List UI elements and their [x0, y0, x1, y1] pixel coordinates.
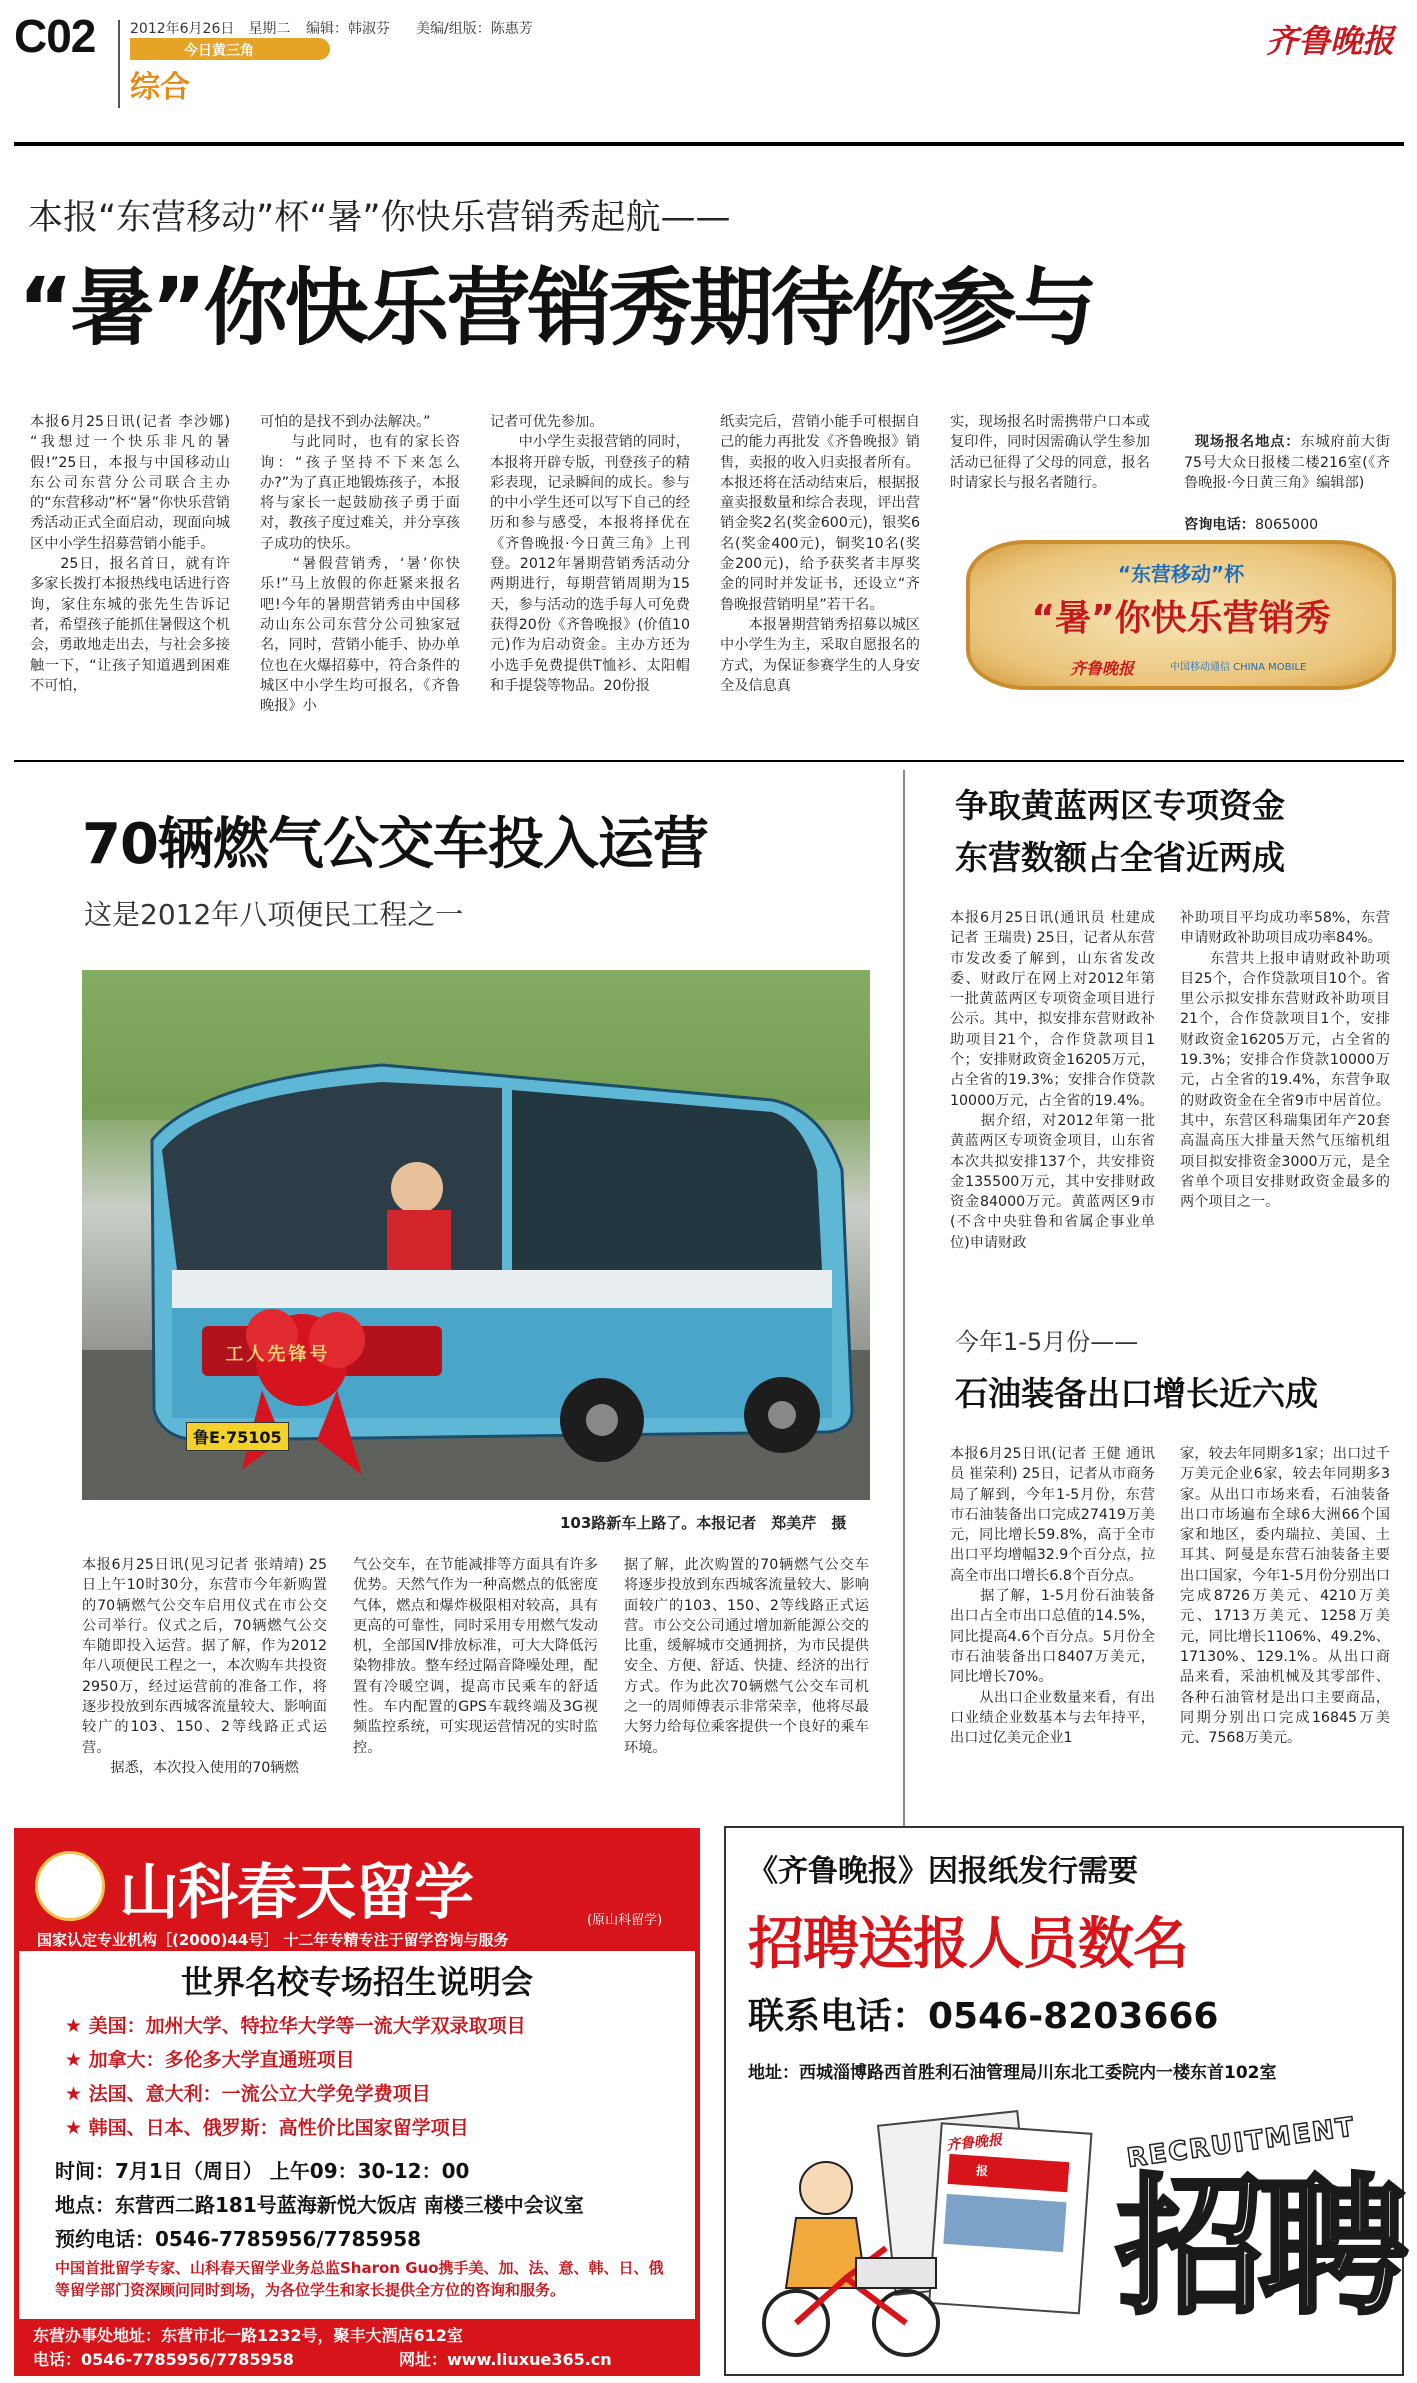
section-tag [130, 38, 330, 60]
masthead [14, 10, 1404, 142]
banner-line-2: “暑”你快乐营销秀 [1031, 598, 1331, 639]
mini-paper-logo-b: 报 [975, 2163, 989, 2179]
ad-brand-note: (原山科留学) [587, 1913, 663, 1928]
oil-story-col-2: 家，较去年同期多1家；出口过千万美元企业6家，较去年同期多3家。从出口市场来看，石油装备出口市场遍布全球6大洲66个国家和地区，委内瑞拉、美国、土耳其、阿曼是东营石油装备主要出口国家，今年1-5月份分别出口完成8726万美元、4210万美元、1713万美元、1258万美元，同比增长1106%、49.2%、17130%、129.1%。从出口商品来看，采油机械及其零部件、各种石油管材是出口主要商品，同期分别出口完成16845万美元、7568万美元。 [1180, 1446, 1390, 1747]
funds-story-col-2: 补助项目平均成功率58%，东营申请财政补助项目成功率84%。 东营共上报申请财政补助项目25个，合作贷款项目10个。省里公示拟安排东营财政补助项目21个，合作贷款项目1个，安排财政资金16205万元，占全省的19.3%；安排合作贷款10000万元，占全省的19.4%，东营争取的财政资金在全省9市中居首位。其中，东营区科瑞集团年产20套高温高压大排量天然气压缩机组项目拟安排资金3000万元，是全省单个项目安排财政资金最多的两个项目之一。 [1180, 910, 1390, 1211]
recruitment-ad [724, 1826, 1404, 2376]
bus-story-col-2: 气公交车，在节能减排等方面具有许多优势。天然气作为一种高燃点的低密度气体，燃点和爆炸极限相对较高，具有更高的可靠性，同时采用专用燃气发动机，全部国Ⅳ排放标准，可大大降低污染物排放。整车经过隔音降噪处理，配置有冷暖空调，提高市民乘车的舒适性。车内配置的GPS车载终端及3G视频监控系统，可实现运营情况的实时监控。 [353, 1557, 598, 1756]
registration-address: 东城府前大街75号大众日报楼二楼216室(《齐鲁晚报·今日黄三角》编辑部) [1184, 434, 1390, 491]
ad-brand: 山科春天留学 [119, 1858, 473, 1928]
ad-item-list [65, 2009, 685, 2145]
ad-tagline: 国家认定专业机构［(2000)44号］ 十二年专精专注于留学咨询与服务 [37, 1931, 509, 1949]
top-story-col-3: 记者可优先参加。 中小学生卖报营销的同时，本报将开辟专版，刊登孩子的精彩表现，记录瞬间的成长。参与的中小学生还可以写下自己的经历和参与感受，本报将择优在《齐鲁晚报·今日黄三角》上刊登。2012年暑期营销秀活动分两期进行，每期营销周期为15天，参与活动的选手每人可免费获得20份《齐鲁晚报》(价值10元)作为启动资金。主办方还为小选手免费提供T恤衫、太阳帽和手提袋等物品。20份报 [490, 414, 690, 694]
top-story-col-4: 纸卖完后，营销小能手可根据自己的能力再批发《齐鲁晚报》销售，卖报的收入归卖报者所有。本报还将在活动结束后，根据报童卖报数量和综合表现，评出营销金奖2名(奖金600元)，银奖6名(奖金400元)，铜奖10名(奖金200元)，给予获奖者丰厚奖金的同时并发证书，还设立“齐鲁晚报营销明星”若干名。 本报暑期营销秀招募以城区中小学生为主，采取自愿报名的方式，为保证参赛学生的人身安全及信息真 [720, 414, 920, 694]
section-name: 综合 [130, 70, 190, 105]
top-story-col-1: 本报6月25日讯(记者 李沙娜) “我想过一个快乐非凡的暑假!”25日，本报与中国移动山东公司东营分公司联合主办的“东营移动”杯“暑”你快乐营销秀活动正式全面启动，现面向城区中小学生招募营销小能手。 25日，报名首日，就有许多家长拨打本报热线电话进行咨询，家住东城的张先生告诉记者，希望孩子能抓住暑假这个机会，勇敢地走出去，与社会多接触一下，“让孩子知道遇到困难不可怕， [30, 414, 230, 694]
ad-time: 时间：7月1日（周日） 上午09：30-12：00 [55, 2159, 470, 2183]
recruit-phone: 联系电话：0546-8203666 [748, 1996, 1219, 2037]
mini-paper-logo-a: 齐鲁晚报 [945, 2132, 1003, 2154]
ad-globe-icon [35, 1851, 105, 1921]
bus-story-headline: 70辆燃气公交车投入运营 [82, 812, 708, 877]
funds-story-headline-1: 争取黄蓝两区专项资金 [955, 786, 1285, 825]
recruit-intro: 《齐鲁晚报》因报纸发行需要 [748, 1854, 1138, 1889]
banner-logo-mobile: 中国移动通信 CHINA MOBILE [1170, 662, 1307, 673]
ad-note: 中国首批留学专家、山科春天留学业务总监Sharon Guo携手美、加、法、意、韩、日、俄等留学部门资深顾问同时到场，为各位学生和家长提供全方位的咨询和服务。 [55, 2259, 664, 2299]
ad-place: 地点：东营西二路181号蓝海新悦大饭店 南楼三楼中会议室 [55, 2193, 584, 2217]
masthead-divider [118, 20, 120, 108]
registration-phone: 8065000 [1254, 517, 1319, 534]
top-story-col-5: 实，现场报名时需携带户口本或复印件，同时因需确认学生参加活动已征得了父母的同意，报名时请家长与报名者随行。 [950, 414, 1150, 491]
bus-story-col-3: 据了解，此次购置的70辆燃气公交车将逐步投放到东西城客流量较大、影响面较广的103、150、2等线路正式运营。市公交公司通过增加新能源公交的比重，缓解城市交通拥挤，为市民提供安全、方便、舒适、快捷、经济的出行方式。作为此次70辆燃气公交车司机之一的周师傅表示非常荣幸，他将尽最大努力给每位乘客提供一个良好的乘车环境。 [624, 1557, 869, 1756]
star-icon: ★ [65, 2015, 89, 2037]
ad-event-title: 世界名校专场招生说明会 [180, 1963, 533, 2001]
ad-phone: 预约电话：0546-7785956/7785958 [55, 2227, 422, 2251]
event-banner [966, 540, 1396, 690]
bus-story-subhead: 这是2012年八项便民工程之一 [84, 898, 464, 931]
top-story-headline: “暑”你快乐营销秀期待你参与 [18, 259, 1095, 357]
top-story-kicker: 本报“东营移动”杯“暑”你快乐营销秀起航—— [28, 198, 731, 238]
top-story-bottom-rule [14, 760, 1404, 762]
ad-item: ★ 法国、意大利：一流公立大学免学费项目 [65, 2083, 431, 2105]
registration-info [1184, 412, 1390, 534]
study-abroad-ad [14, 1828, 700, 2376]
recruit-big-word: 招聘 [1116, 2161, 1401, 2335]
ad-office: 东营办事处地址：东营市北一路1232号，聚丰大酒店612室 [33, 2326, 463, 2345]
bus-photo [82, 970, 870, 1500]
bus-photo-caption: 103路新车上路了。本报记者 郑美芹 摄 [560, 1514, 847, 1532]
bus-banner-text: 工人先锋号 [225, 1344, 331, 1365]
oil-story-col-1: 本报6月25日讯(记者 王健 通讯员 崔荣利) 25日，记者从市商务局了解到，今年1-5月份，东营市石油装备出口完成27419万美元，同比增长59.8%，高于全市出口平均增幅32.9个百分点，拉高全市出口增长6.8个百分点。 据了解，1-5月份石油装备出口占全市出口总值的14.5%，同比提高4.6个百分点。5月份全市石油装备出口8407万美元，同比增长70%。 从出口企业数量来看，有出口业绩企业数基本与去年持平，出口过亿美元企业1 [950, 1446, 1155, 1747]
funds-story-headline-2: 东营数额占全省近两成 [955, 838, 1285, 877]
top-story-col-2: 可怕的是找不到办法解决。” 与此同时，也有的家长咨询：“孩子坚持不下来怎么办?”为了真正地锻炼孩子，本报将与家长一起鼓励孩子勇于面对，教孩子度过难关，并分享孩子成功的快乐。 “暑假营销秀，‘暑’你快乐!”马上放假的你赶紧来报名吧!今年的暑期营销秀由中国移动山东公司东营分公司独家冠名，同时，营销小能手、协办单位也在火爆招募中，符合条件的城区中小学生均可报名，《齐鲁晚报》小 [260, 414, 460, 715]
section-tag-label: 今日黄三角 [184, 43, 254, 59]
ad-item: ★ 加拿大：多伦多大学直通班项目 [65, 2049, 355, 2071]
ad-item: ★ 美国：加州大学、特拉华大学等一流大学双录取项目 [65, 2015, 526, 2037]
editor-credit: 编辑：韩淑芬 [306, 21, 390, 37]
registration-address-label: 现场报名地点： [1194, 434, 1301, 451]
ad-website: 网址：www.liuxue365.cn [399, 2350, 612, 2369]
column-divider [903, 770, 905, 1826]
registration-phone-label: 咨询电话： [1184, 517, 1255, 534]
designer-credit: 美编/组版：陈惠芳 [416, 21, 533, 37]
star-icon: ★ [65, 2049, 89, 2071]
paper-logo: 齐鲁晚报 [1266, 22, 1395, 60]
bus-illustration [82, 970, 870, 1500]
ad-footer-phone: 电话：0546-7785956/7785958 [33, 2350, 294, 2369]
bus-plate: 鲁E·75105 [186, 1422, 289, 1451]
page-number: C02 [14, 10, 96, 62]
star-icon: ★ [65, 2117, 89, 2139]
masthead-rule [14, 142, 1404, 146]
recruit-english-word: RECRUITMENT [1125, 2112, 1358, 2174]
recruit-address: 地址：西城淄博路西首胜利石油管理局川东北工委院内一楼东首102室 [748, 2063, 1277, 2083]
issue-date: 2012年6月26日 星期二 [130, 21, 291, 37]
bus-story-col-1: 本报6月25日讯(见习记者 张靖靖) 25日上午10时30分，东营市今年新购置的70辆燃气公交车启用仪式在市公交公司举行。仪式之后，70辆燃气公交车随即投入运营。据了解，作为2012年八项便民工程之一，本次购车共投资2950万，经过运营前的准备工作，将逐步投放到东西城客流量较大、影响面较广的103、150、2等线路正式运营。 据悉，本次投入使用的70辆燃 [82, 1557, 327, 1776]
oil-story-headline: 石油装备出口增长近六成 [955, 1374, 1318, 1413]
star-icon: ★ [65, 2083, 89, 2105]
recruit-headline: 招聘送报人员数名 [748, 1912, 1188, 1977]
funds-story-col-1: 本报6月25日讯(通讯员 杜建成 记者 王瑞贵) 25日，记者从东营市发改委了解到，山东省发改委、财政厅在网上对2012年第一批黄蓝两区专项资金项目进行公示。其中，拟安排东营财政补助项目21个，合作贷款项目1个；安排财政资金16205万元，占全省的19.3%；安排合作贷款10000万元，占全省的19.4%。 据介绍，对2012年第一批黄蓝两区专项资金项目，山东省本次共拟安排137个，共安排资金135500万元，其中安排财政资金84000万元。黄蓝两区9市(不含中央驻鲁和省属企事业单位)申请财政 [950, 910, 1155, 1251]
ad-item: ★ 韩国、日本、俄罗斯：高性价比国家留学项目 [65, 2117, 469, 2139]
newspaper-bundle-illustration [736, 2098, 1116, 2368]
banner-line-1: “东营移动”杯 [1117, 562, 1245, 586]
delivery-icon [736, 2098, 1116, 2368]
banner-logo-qilu: 齐鲁晚报 [1070, 659, 1135, 678]
oil-story-kicker: 今年1-5月份—— [955, 1328, 1139, 1356]
